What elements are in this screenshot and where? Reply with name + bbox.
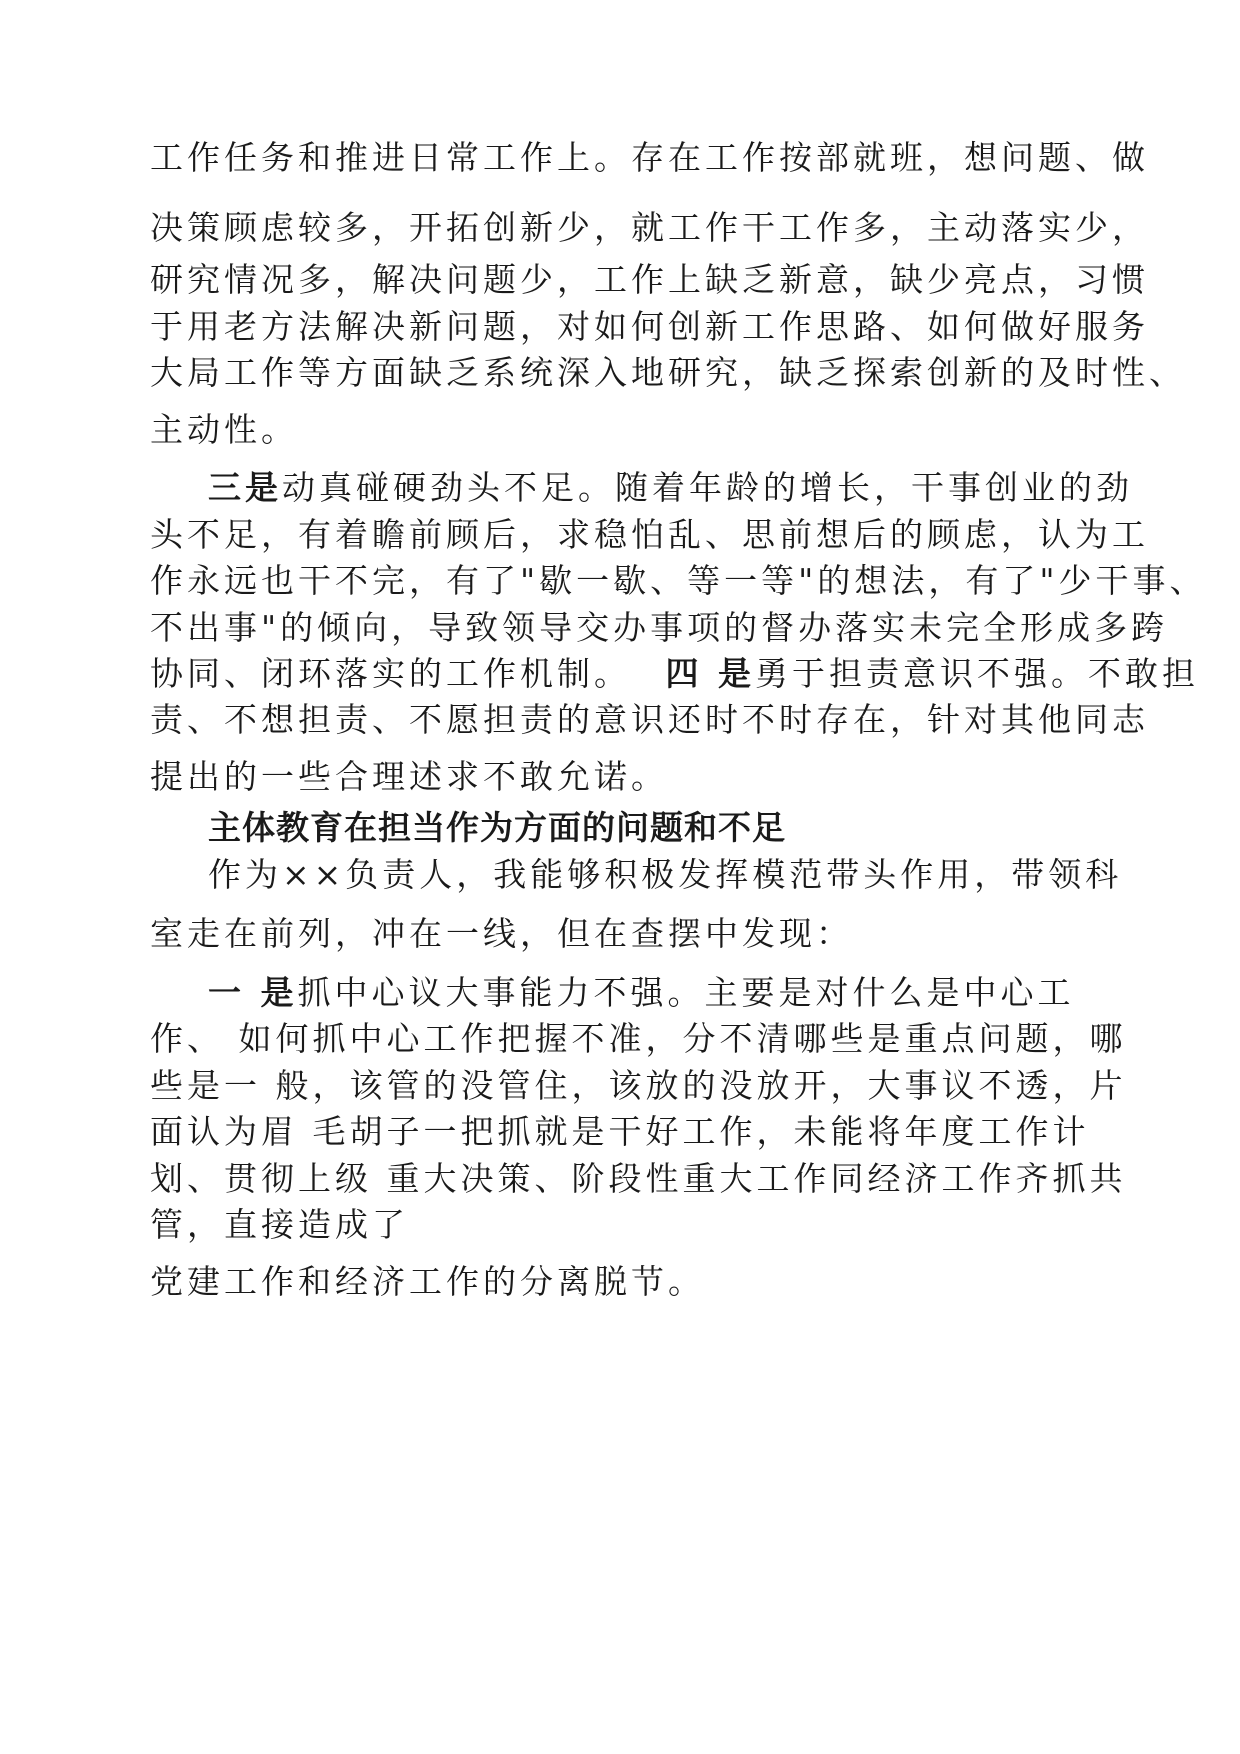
text-line <box>150 654 1199 694</box>
text-line: 提出的一些合理述求不敢允诺。 <box>150 757 668 796</box>
text-line: 头不足，有着瞻前顾后，求稳怕乱、思前想后的顾虑，认为工 <box>150 515 1149 554</box>
text-line: 大局工作等方面缺乏系统深入地研究，缺乏探索创新的及时性、 <box>150 353 1186 392</box>
text-line: 作为××负责人，我能够积极发挥模范带头作用，带领科 <box>208 855 1123 894</box>
text-line: 研究情况多，解决问题少，工作上缺乏新意，缺少亮点，习惯 <box>150 260 1149 299</box>
text-line: 主动性。 <box>150 410 298 449</box>
section-heading: 主体教育在担当作为方面的问题和不足 <box>208 808 786 847</box>
text-span: 抓中心议大事能力不强。主要是对什么是中心工 <box>297 973 1075 1012</box>
text-line: 于用老方法解决新问题，对如何创新工作思路、如何做好服务 <box>150 307 1149 346</box>
text-line: 划、贯彻上级 重大决策、阶段性重大工作同经济工作齐抓共 <box>150 1159 1127 1198</box>
text-line: 责、不想担责、不愿担责的意识还时不时存在，针对其他同志 <box>150 700 1149 739</box>
text-line: 不出事"的倾向，导致领导交办事项的督办落实未完全形成多跨 <box>150 608 1169 647</box>
paragraph-lead: 三是 <box>208 468 282 507</box>
paragraph-first-line <box>208 468 1133 508</box>
text-span: 协同、闭环落实的工作机制。 <box>150 654 631 693</box>
text-line: 工作任务和推进日常工作上。存在工作按部就班，想问题、做 <box>150 138 1149 177</box>
paragraph-lead: 一 是 <box>208 973 298 1012</box>
paragraph-first-line <box>208 973 1075 1013</box>
text-span: 勇于担责意识不强。不敢担 <box>755 654 1199 693</box>
text-line: 面认为眉 毛胡子一把抓就是干好工作，未能将年度工作计 <box>150 1112 1090 1151</box>
text-line: 些是一 般，该管的没管住，该放的没放开，大事议不透，片 <box>150 1066 1127 1105</box>
text-line: 作永远也干不完，有了"歇一歇、等一等"的想法，有了"少干事、 <box>150 561 1207 600</box>
text-line: 管，直接造成了 <box>150 1205 409 1244</box>
text-span: 动真碰硬劲头不足。随着年龄的增长，干事创业的劲 <box>282 468 1133 507</box>
text-line: 党建工作和经济工作的分离脱节。 <box>150 1262 705 1301</box>
paragraph-lead: 四 是 <box>665 654 755 693</box>
text-line: 作、 如何抓中心工作把握不准，分不清哪些是重点问题，哪 <box>150 1019 1127 1058</box>
text-line: 室走在前列，冲在一线，但在查摆中发现： <box>150 914 853 953</box>
text-line: 决策顾虑较多，开拓创新少，就工作干工作多，主动落实少， <box>150 208 1149 247</box>
